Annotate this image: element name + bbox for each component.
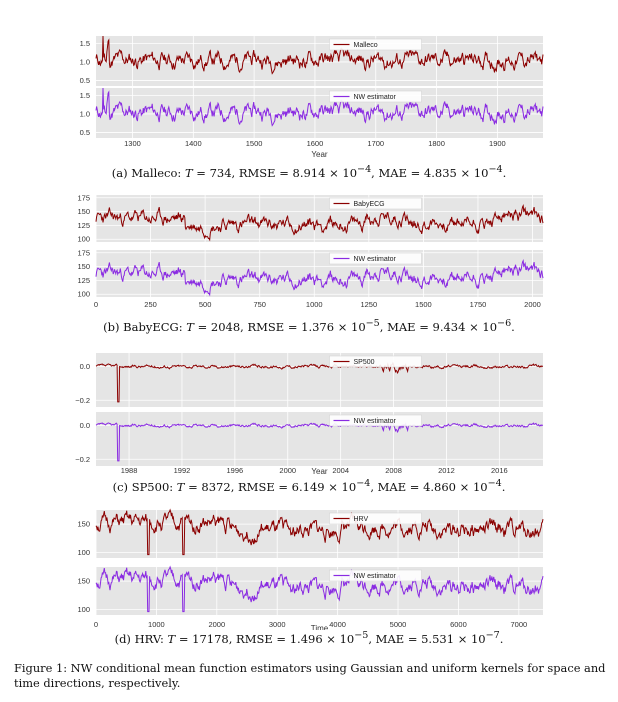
- y-tick-label: −0.2: [75, 454, 90, 464]
- plot-background: [96, 250, 543, 297]
- y-tick-label: 100: [77, 234, 90, 244]
- chart-malleco: [0, 28, 618, 163]
- panel-hrv: [0, 505, 618, 630]
- legend-label: SP500: [353, 359, 375, 366]
- x-tick-label: 1250: [360, 300, 378, 309]
- panel-sp500: [0, 348, 618, 478]
- x-tick-label: 5000: [389, 620, 407, 629]
- legend: [330, 39, 422, 50]
- legend-label: NW estimator: [353, 94, 396, 101]
- y-tick-label: 1.5: [79, 90, 90, 100]
- y-tick-label: 0.5: [79, 75, 90, 85]
- x-tick-label: 1000: [305, 300, 323, 309]
- y-tick-label: 1.0: [79, 57, 90, 67]
- x-tick-label: 1300: [124, 139, 141, 148]
- subplot-0: [80, 36, 543, 86]
- subplot-0: [77, 193, 543, 243]
- y-tick-label: 1.5: [79, 38, 90, 48]
- y-tick-label: 0.0: [79, 362, 90, 371]
- subplot-0: [77, 510, 543, 558]
- x-tick-label: 1500: [245, 139, 263, 148]
- x-tick-label: 2000: [208, 620, 226, 629]
- panel-babyecg: [0, 190, 618, 315]
- y-tick-label: −0.2: [75, 395, 90, 405]
- x-tick-label: 1000: [148, 620, 165, 629]
- y-tick-label: 0.5: [79, 127, 90, 137]
- caption-malleco: (a) Malleco: T = 734, RMSE = $8.914 \times 10^{-4}$, MAE = $4.835 \times 10^{-4}$.: [111, 164, 507, 180]
- plot-background: [96, 353, 543, 407]
- panel-malleco: [0, 28, 618, 163]
- y-tick-label: 150: [77, 576, 90, 586]
- x-axis-label: Time: [310, 624, 329, 630]
- x-tick-label: 1750: [469, 300, 487, 309]
- x-tick-label: 1996: [226, 466, 244, 475]
- chart-hrv: [0, 505, 618, 630]
- x-tick-label: 1988: [120, 466, 138, 475]
- legend-label: BabyECG: [353, 201, 385, 208]
- subplot-1: [77, 248, 543, 298]
- legend: [330, 570, 422, 581]
- legend-label: NW estimator: [353, 256, 396, 263]
- y-tick-label: 150: [77, 262, 90, 272]
- legend-label: HRV: [353, 516, 369, 523]
- y-tick-label: 150: [77, 519, 90, 529]
- x-tick-label: 2012: [438, 466, 455, 475]
- chart-babyecg: [0, 190, 618, 315]
- x-tick-label: 500: [198, 300, 212, 309]
- x-tick-label: 1800: [428, 139, 445, 148]
- caption-babyecg: (b) BabyECG: T = 2048, RMSE = $1.376 \times 10^{-5}$, MAE = $9.434 \times 10^{-6}$.: [103, 318, 515, 334]
- legend: [330, 415, 422, 426]
- x-tick-label: 750: [253, 300, 266, 309]
- legend-label: NW estimator: [353, 573, 396, 580]
- x-tick-label: 2000: [279, 466, 297, 475]
- caption-sp500: (c) SP500: T = 8372, RMSE = $6.149 \times 10^{-4}$, MAE = $4.860 \times 10^{-4}$.: [112, 478, 506, 494]
- x-tick-label: 6000: [450, 620, 467, 629]
- y-tick-label: 1.0: [79, 109, 90, 119]
- y-tick-label: 125: [77, 275, 90, 285]
- x-tick-label: 1600: [306, 139, 324, 148]
- legend: [330, 253, 422, 264]
- legend: [330, 198, 422, 209]
- x-tick-label: 2000: [524, 300, 541, 309]
- subplot-1: [77, 567, 543, 615]
- x-tick-label: 0: [93, 300, 99, 309]
- plot-background: [96, 195, 543, 242]
- y-tick-label: 100: [77, 604, 90, 614]
- plot-background: [96, 567, 543, 615]
- legend: [330, 356, 422, 367]
- x-tick-label: 2008: [385, 466, 402, 475]
- subplot-1: [75, 412, 543, 466]
- caption-hrv: (d) HRV: T = 17178, RMSE = $1.496 \times 10^{-5}$, MAE = $5.531 \times 10^{-7}$.: [114, 630, 504, 646]
- y-tick-label: 0.0: [79, 421, 90, 430]
- x-tick-label: 1992: [173, 466, 191, 475]
- plot-background: [96, 510, 543, 558]
- x-tick-label: 2004: [332, 466, 350, 475]
- x-tick-label: 4000: [329, 620, 346, 629]
- x-axis-label: Year: [311, 467, 328, 476]
- x-axis-label: Year: [311, 150, 328, 159]
- x-tick-label: 1500: [415, 300, 432, 309]
- y-tick-label: 175: [77, 248, 90, 258]
- x-tick-label: 0: [93, 620, 99, 629]
- chart-sp500: [0, 348, 618, 478]
- plot-background: [96, 412, 543, 466]
- x-tick-label: 3000: [268, 620, 286, 629]
- figure-caption: Figure 1: NW conditional mean function estimators using Gaussian and uniform kernels for space and time directions, respectively.: [14, 661, 606, 690]
- legend: [330, 513, 422, 524]
- y-tick-label: 150: [77, 207, 90, 217]
- legend: [330, 91, 422, 102]
- x-tick-label: 7000: [510, 620, 528, 629]
- legend-label: NW estimator: [353, 418, 396, 425]
- x-tick-label: 250: [144, 300, 157, 309]
- x-tick-label: 1900: [489, 139, 506, 148]
- y-tick-label: 175: [77, 193, 90, 203]
- y-tick-label: 100: [77, 289, 90, 299]
- x-tick-label: 1400: [184, 139, 202, 148]
- subplot-0: [75, 353, 543, 407]
- x-tick-label: 1700: [367, 139, 385, 148]
- legend-label: Malleco: [353, 42, 378, 49]
- subplot-1: [80, 88, 543, 138]
- y-tick-label: 125: [77, 220, 90, 230]
- x-tick-label: 2016: [491, 466, 508, 475]
- y-tick-label: 100: [77, 547, 90, 557]
